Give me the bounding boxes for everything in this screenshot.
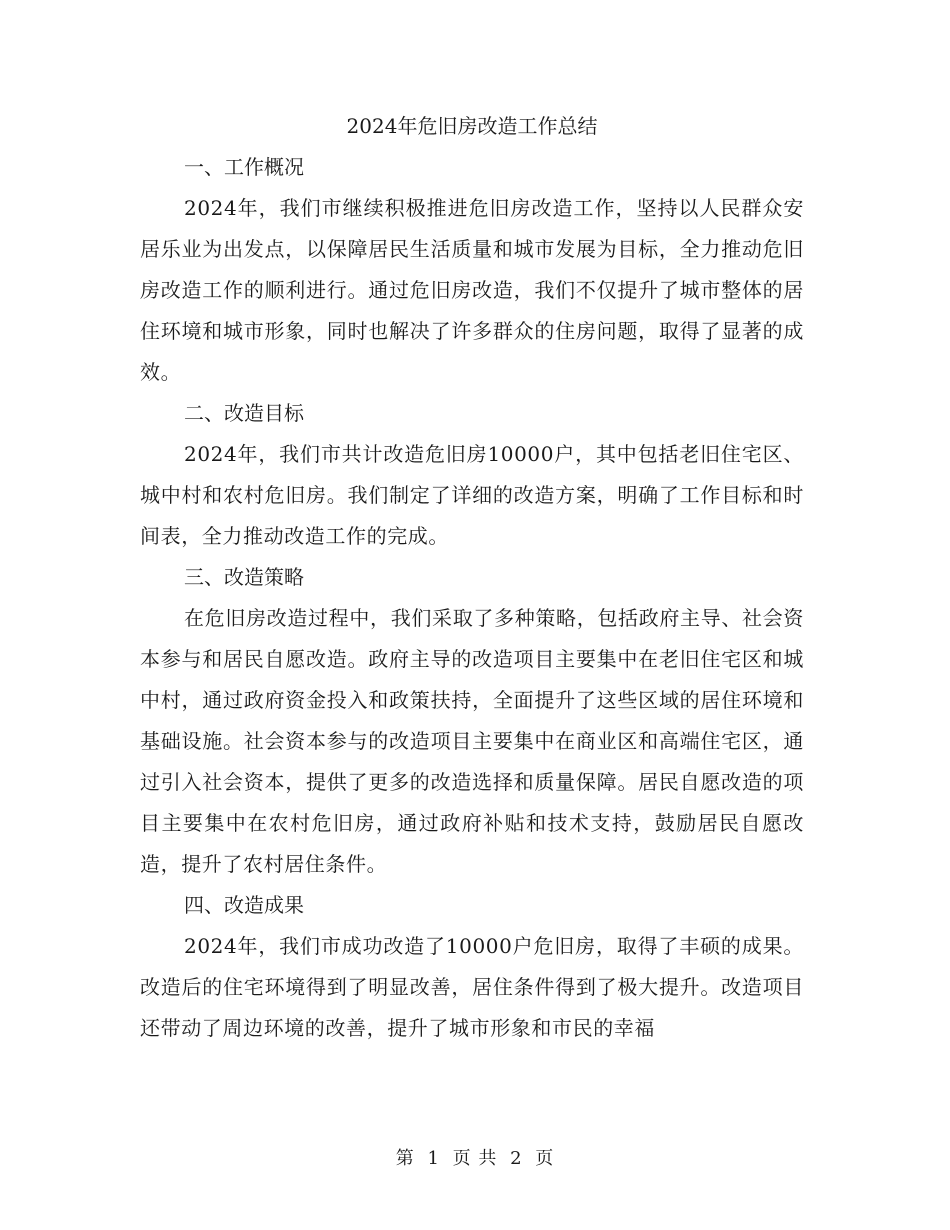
total-page-count: 2 [510, 1148, 523, 1169]
section-results [140, 885, 804, 1049]
section-strategy [140, 557, 804, 885]
section-heading: 三、改造策略 [184, 565, 304, 589]
section-paragraph: 在危旧房改造过程中，我们采取了多种策略，包括政府主导、社会资本参与和居民自愿改造。政府主导的改造项目主要集中在老旧住宅区和城中村，通过政府资金投入和政策扶持，全面提升了这些区域的居住环境和基础设施。社会资本参与的改造项目主要集中在商业区和高端住宅区，通过引入社会资本，提供了更多的改造选择和质量保障。居民自愿改造的项目主要集中在农村危旧房，通过政府补贴和技术支持，鼓励居民自愿改造，提升了农村居住条件。 [140, 606, 804, 876]
footer-middle: 页 共 [452, 1148, 498, 1169]
document-title: 2024年危旧房改造工作总结 [346, 114, 598, 138]
section-heading: 一、工作概况 [184, 155, 304, 179]
section-heading: 二、改造目标 [184, 401, 304, 425]
section-paragraph: 2024年，我们市共计改造危旧房10000户，其中包括老旧住宅区、城中村和农村危旧房。我们制定了详细的改造方案，明确了工作目标和时间表，全力推动改造工作的完成。 [140, 442, 804, 548]
document-body [140, 106, 804, 1049]
footer-prefix: 第 [395, 1148, 415, 1169]
section-heading: 四、改造成果 [184, 893, 304, 917]
section-paragraph: 2024年，我们市成功改造了10000户危旧房，取得了丰硕的成果。改造后的住宅环境得到了明显改善，居住条件得到了极大提升。改造项目还带动了周边环境的改善，提升了城市形象和市民的幸福 [140, 934, 804, 1040]
section-overview [140, 147, 804, 393]
page-footer [0, 1144, 950, 1174]
current-page-number: 1 [427, 1148, 440, 1169]
footer-suffix: 页 [535, 1148, 555, 1169]
section-paragraph: 2024年，我们市继续积极推进危旧房改造工作，坚持以人民群众安居乐业为出发点，以保障居民生活质量和城市发展为目标，全力推动危旧房改造工作的顺利进行。通过危旧房改造，我们不仅提升了城市整体的居住环境和城市形象，同时也解决了许多群众的住房问题，取得了显著的成效。 [140, 196, 804, 384]
section-goals [140, 393, 804, 557]
